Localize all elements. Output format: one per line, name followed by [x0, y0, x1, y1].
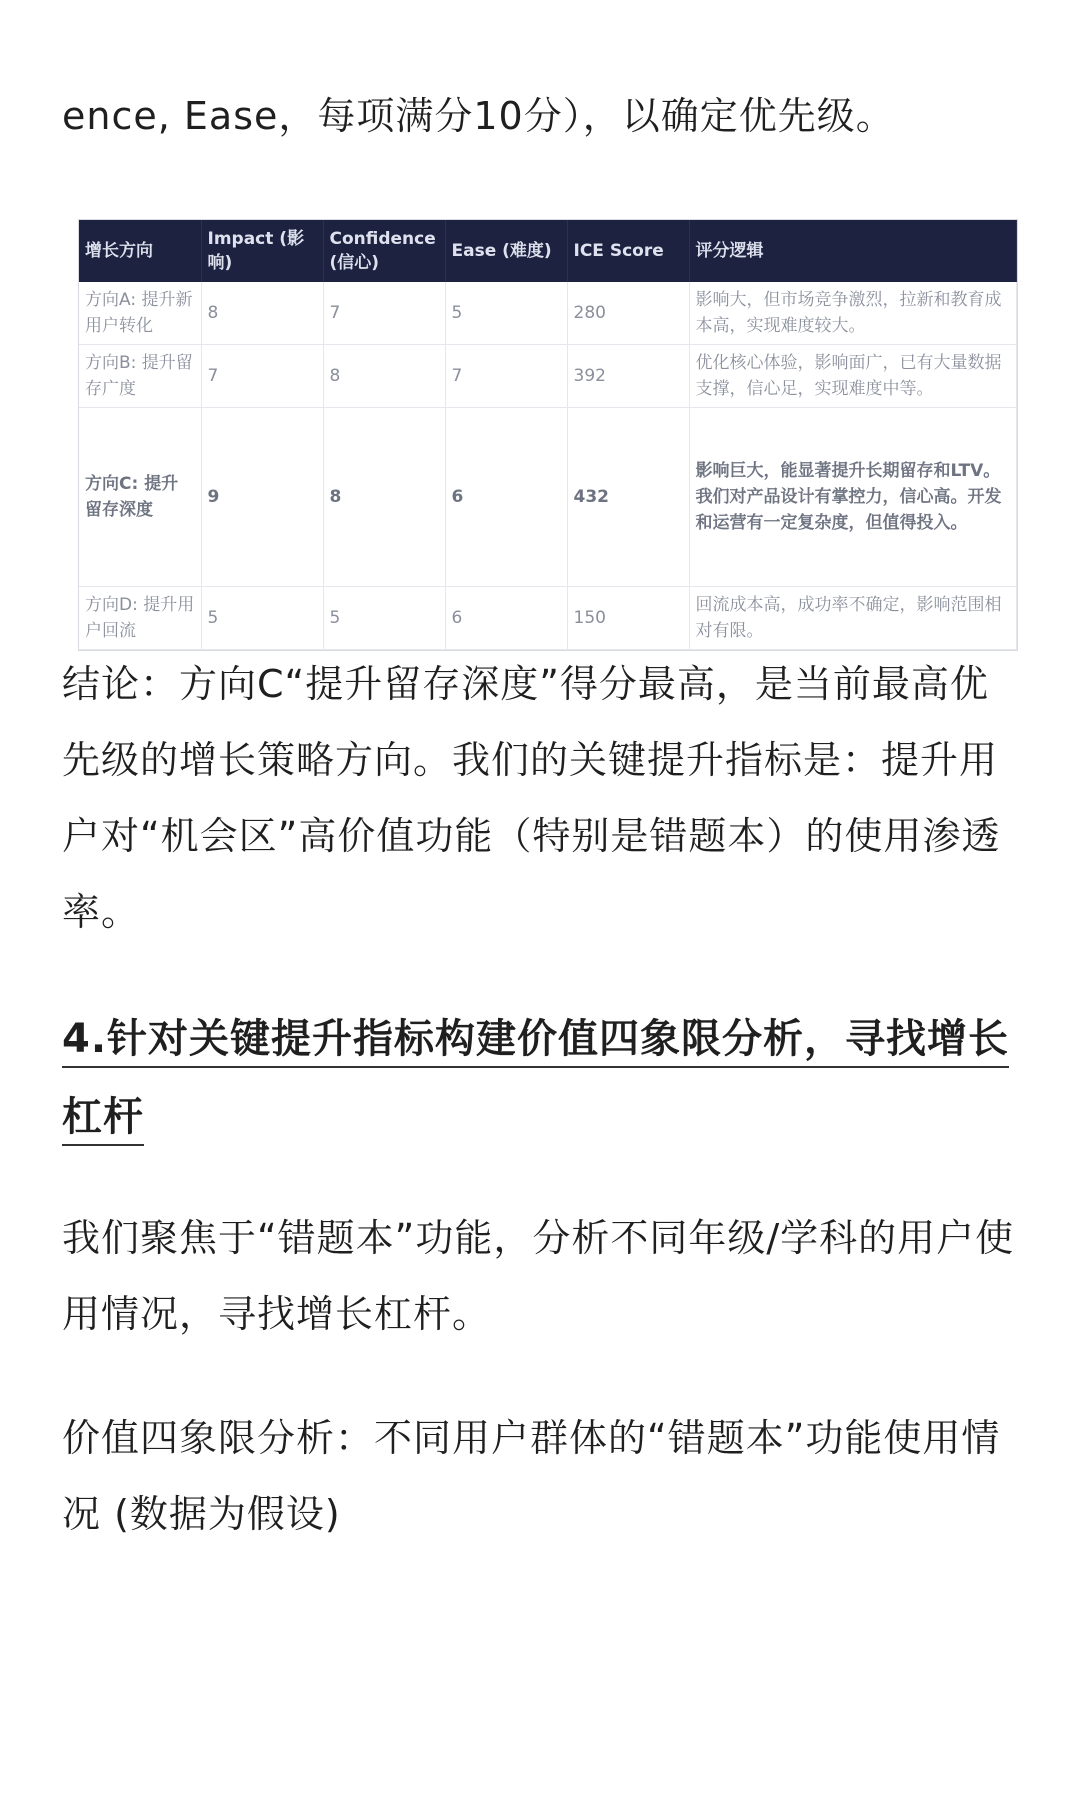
table-row-highlighted	[79, 408, 1017, 587]
cell-logic: 影响大，但市场竞争激烈，拉新和教育成本高，实现难度较大。	[689, 282, 1017, 345]
cell-confidence: 5	[323, 587, 445, 650]
cell-confidence: 8	[323, 345, 445, 408]
cell-ice-score: 392	[567, 345, 689, 408]
cell-ice-score: 150	[567, 587, 689, 650]
cell-ease: 6	[445, 587, 567, 650]
cell-ease: 7	[445, 345, 567, 408]
cell-impact: 9	[201, 408, 323, 587]
header-impact: Impact (影响)	[201, 220, 323, 282]
header-logic: 评分逻辑	[689, 220, 1017, 282]
cell-impact: 7	[201, 345, 323, 408]
ice-score-table-image	[78, 219, 1018, 651]
section-heading-text: 4.针对关键提升指标构建价值四象限分析，寻找增长杠杆	[62, 1016, 1009, 1146]
section-heading	[62, 1000, 1022, 1156]
intro-text: ence, Ease，每项满分10分），以确定优先级。	[62, 94, 895, 138]
table-row	[79, 282, 1017, 345]
conclusion-text: 结论：方向C“提升留存深度”得分最高，是当前最高优先级的增长策略方向。我们的关键提升指标是：提升用户对“机会区”高价值功能（特别是错题本）的使用渗透率。	[62, 662, 1001, 934]
cell-ease: 6	[445, 408, 567, 587]
cell-impact: 5	[201, 587, 323, 650]
cell-confidence: 8	[323, 408, 445, 587]
cell-direction: 方向C: 提升留存深度	[79, 408, 201, 587]
header-ease: Ease (难度)	[445, 220, 567, 282]
table-row	[79, 345, 1017, 408]
focus-paragraph: 我们聚焦于“错题本”功能，分析不同年级/学科的用户使用情况，寻找增长杠杆。	[62, 1216, 1015, 1336]
table-row	[79, 587, 1017, 650]
cell-ease: 5	[445, 282, 567, 345]
cell-logic: 优化核心体验，影响面广，已有大量数据支撑，信心足，实现难度中等。	[689, 345, 1017, 408]
header-confidence: Confidence (信心)	[323, 220, 445, 282]
cell-confidence: 7	[323, 282, 445, 345]
cell-direction: 方向B: 提升留存广度	[79, 345, 201, 408]
ice-score-table	[79, 220, 1017, 650]
cell-direction: 方向D: 提升用户回流	[79, 587, 201, 650]
cell-ice-score: 432	[567, 408, 689, 587]
cell-logic: 影响巨大，能显著提升长期留存和LTV。我们对产品设计有掌控力，信心高。开发和运营有一定复杂度，但值得投入。	[689, 408, 1017, 587]
header-ice-score: ICE Score	[567, 220, 689, 282]
cell-ice-score: 280	[567, 282, 689, 345]
cell-impact: 8	[201, 282, 323, 345]
table-header-row	[79, 220, 1017, 282]
matrix-title-text: 价值四象限分析：不同用户群体的“错题本”功能使用情况 (数据为假设)	[62, 1416, 1001, 1536]
cell-direction: 方向A: 提升新用户转化	[79, 282, 201, 345]
header-direction: 增长方向	[79, 220, 201, 282]
cell-logic: 回流成本高，成功率不确定，影响范围相对有限。	[689, 587, 1017, 650]
